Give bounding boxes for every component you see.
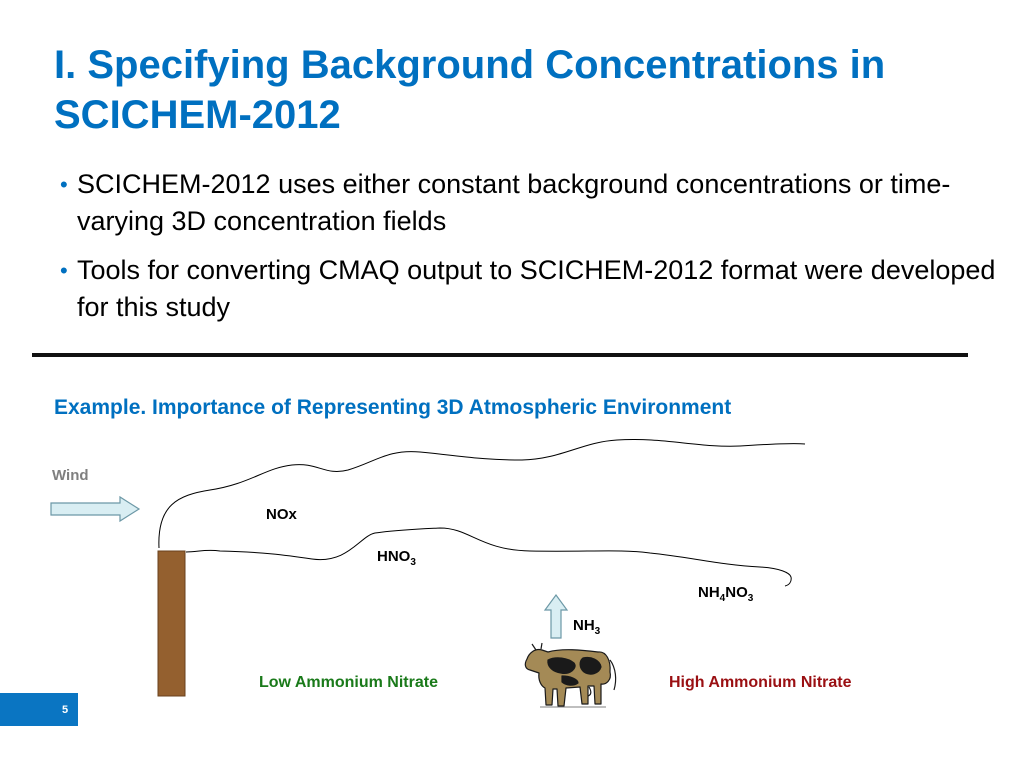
slide-number-badge [0, 693, 78, 726]
up-arrow-icon [545, 595, 567, 638]
plume-upper-edge [159, 439, 805, 548]
nh3-subscript: 3 [594, 626, 601, 637]
cow-icon [525, 643, 615, 707]
slide-number: 5 [62, 704, 69, 716]
hno3-label [377, 548, 416, 568]
wind-arrow-icon [51, 497, 139, 521]
hno3-base: HNO [377, 548, 411, 565]
nh4no3-part-a: NH [698, 584, 720, 601]
hno3-subscript: 3 [410, 557, 416, 568]
nh4no3-part-b: NO [725, 584, 748, 601]
nh3-label [573, 617, 600, 637]
nh4no3-subscript-1: 4 [719, 593, 726, 604]
bullet-item: • SCICHEM-2012 uses either constant background concentrations or time-varying 3D concentration fields [58, 166, 998, 240]
nh4no3-subscript-2: 3 [747, 593, 754, 604]
nox-label: NOx [266, 506, 297, 523]
high-ammonium-nitrate-label: High Ammonium Nitrate [669, 674, 852, 691]
low-ammonium-nitrate-label: Low Ammonium Nitrate [259, 674, 438, 691]
wind-label: Wind [52, 467, 89, 484]
bullet-item: • Tools for converting CMAQ output to SCICHEM-2012 format were developed for this study [58, 252, 998, 326]
example-title: Example. Importance of Representing 3D Atmospheric Environment [54, 396, 732, 419]
nh4no3-label [698, 584, 753, 604]
plume-lower-edge [186, 528, 791, 586]
nh3-base: NH [573, 617, 595, 634]
smokestack-icon [158, 551, 185, 696]
slide-title: I. Specifying Background Concentrations in SCICHEM-2012 [54, 43, 886, 137]
